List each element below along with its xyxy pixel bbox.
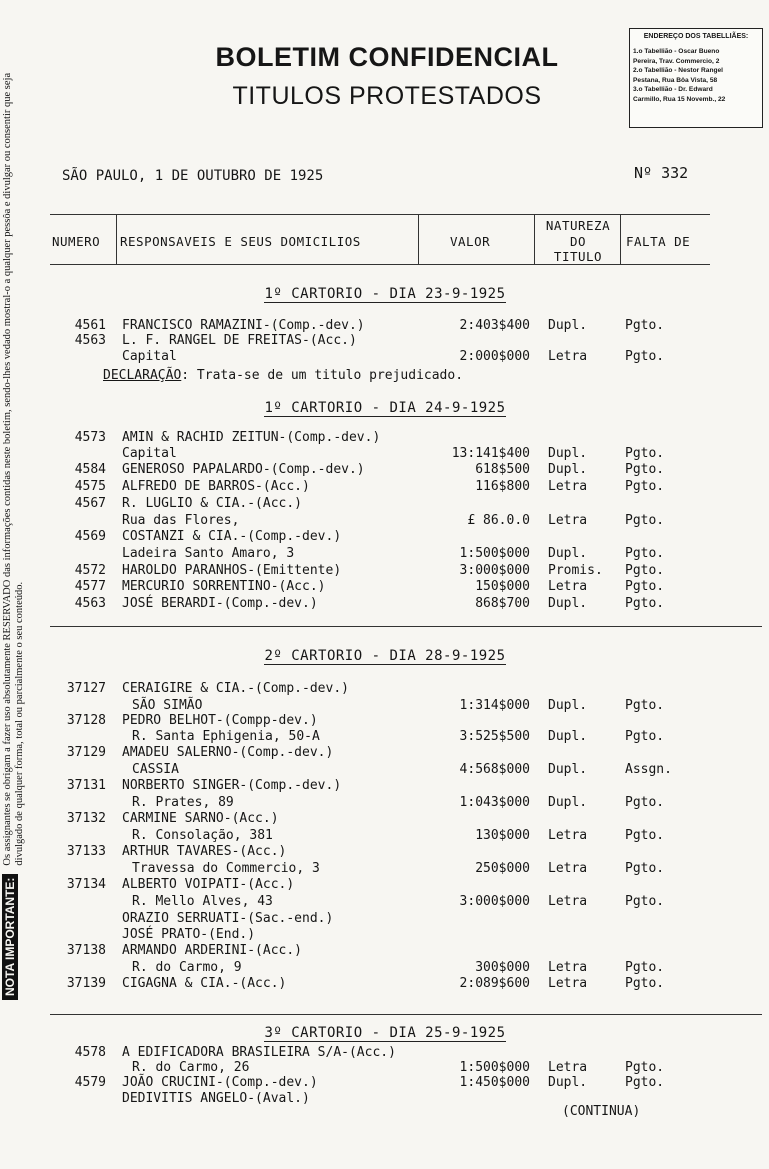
entry-responsible: R. Prates, 89 <box>132 795 234 810</box>
entry-value: 150$000 <box>475 579 530 594</box>
col-header-valor: VALOR <box>450 234 491 249</box>
table-row <box>0 844 769 862</box>
section-title: 2º CARTORIO - DIA 28-9-1925 <box>264 648 506 664</box>
address-line: Pereira, Trav. Commercio, 2 <box>633 57 720 65</box>
table-row <box>0 894 769 912</box>
declaration-text: : Trata-se de um titulo prejudicado. <box>181 368 464 383</box>
entry-value: 1:314$000 <box>459 698 530 713</box>
entry-responsible: CERAIGIRE & CIA.-(Comp.-dev.) <box>122 681 349 696</box>
entry-nature: Dupl. <box>548 1075 588 1090</box>
table-row <box>0 1091 769 1109</box>
entry-responsible: ALFREDO DE BARROS-(Acc.) <box>122 479 310 494</box>
entry-value: 2:089$600 <box>459 976 530 991</box>
col-header-falta: FALTA DE <box>626 234 691 249</box>
entry-nature: Letra <box>548 894 588 909</box>
entry-reason: Pgto. <box>625 1060 665 1075</box>
column-divider <box>620 214 621 264</box>
entry-number: 37127 <box>66 681 106 696</box>
entry-value: 1:500$000 <box>459 546 530 561</box>
col-header-natureza-1: NATUREZA <box>545 218 611 233</box>
column-divider <box>534 214 535 264</box>
address-line: 3.o Tabellião - Dr. Edward <box>633 86 713 93</box>
table-row <box>0 811 769 829</box>
entry-responsible: CIGAGNA & CIA.-(Acc.) <box>122 976 287 991</box>
col-header-responsaveis: RESPONSAVEIS E SEUS DOMICILIOS <box>120 234 361 249</box>
entry-number: 4561 <box>74 318 106 333</box>
header-top-rule <box>50 214 710 215</box>
entry-value: 3:525$500 <box>459 729 530 744</box>
entry-reason: Pgto. <box>625 596 665 611</box>
header-bottom-rule <box>50 264 710 265</box>
entry-value: 1:500$000 <box>459 1060 530 1075</box>
entry-nature: Letra <box>548 479 588 494</box>
entry-responsible: DEDIVITIS ANGELO-(Aval.) <box>122 1091 310 1106</box>
table-row <box>0 681 769 699</box>
entry-responsible: R. do Carmo, 26 <box>132 1060 250 1075</box>
entry-value: £ 86.0.0 <box>467 513 530 528</box>
entry-number: 37129 <box>66 745 106 760</box>
entry-responsible: JOÃO CRUCINI-(Comp.-dev.) <box>122 1075 318 1090</box>
entry-responsible: R. Mello Alves, 43 <box>132 894 273 909</box>
entry-responsible: NORBERTO SINGER-(Comp.-dev.) <box>122 778 342 793</box>
entry-responsible: SÃO SIMÃO <box>132 698 203 713</box>
entry-number: 4577 <box>74 579 106 594</box>
section-separator <box>50 1014 762 1015</box>
entry-nature: Promis. <box>548 563 603 578</box>
bulletin-subtitle: TITULOS PROTESTADOS <box>232 82 542 110</box>
entry-number: 37138 <box>66 943 106 958</box>
entry-nature: Dupl. <box>548 462 588 477</box>
col-header-natureza-2: DO <box>569 234 587 249</box>
section-title: 1º CARTORIO - DIA 23-9-1925 <box>264 286 506 302</box>
section-heading <box>240 286 530 302</box>
col-header-numero: NUMERO <box>52 234 101 249</box>
entry-nature: Dupl. <box>548 446 588 461</box>
entry-nature: Letra <box>548 513 588 528</box>
entry-value: 2:000$000 <box>459 349 530 364</box>
table-row <box>0 529 769 547</box>
entry-reason: Assgn. <box>625 762 672 777</box>
entry-reason: Pgto. <box>625 462 665 477</box>
entry-responsible: R. do Carmo, 9 <box>132 960 242 975</box>
entry-reason: Pgto. <box>625 479 665 494</box>
section-title: 1º CARTORIO - DIA 24-9-1925 <box>264 400 506 416</box>
table-row <box>0 462 769 480</box>
entry-reason: Pgto. <box>625 546 665 561</box>
entry-value: 618$500 <box>475 462 530 477</box>
entry-responsible: AMIN & RACHID ZEITUN-(Comp.-dev.) <box>122 430 381 445</box>
entry-responsible: Ladeira Santo Amaro, 3 <box>122 546 295 561</box>
entry-nature: Dupl. <box>548 795 588 810</box>
entry-nature: Letra <box>548 960 588 975</box>
entry-responsible: AMADEU SALERNO-(Comp.-dev.) <box>122 745 334 760</box>
section-heading <box>240 648 530 664</box>
entry-number: 4563 <box>74 596 106 611</box>
entry-value: 3:000$000 <box>459 894 530 909</box>
entry-value: 1:043$000 <box>459 795 530 810</box>
entry-responsible: GENEROSO PAPALARDO-(Comp.-dev.) <box>122 462 365 477</box>
entry-number: 4578 <box>74 1045 106 1060</box>
entry-responsible: R. Santa Ephigenia, 50-A <box>132 729 320 744</box>
table-row <box>0 546 769 564</box>
entry-number: 37131 <box>66 778 106 793</box>
table-row <box>0 349 769 367</box>
table-row <box>0 745 769 763</box>
entry-responsible: A EDIFICADORA BRASILEIRA S/A-(Acc.) <box>122 1045 396 1060</box>
entry-value: 250$000 <box>475 861 530 876</box>
entry-reason: Pgto. <box>625 729 665 744</box>
entry-number: 4584 <box>74 462 106 477</box>
entry-number: 37134 <box>66 877 106 892</box>
table-row <box>0 596 769 614</box>
entry-reason: Pgto. <box>625 960 665 975</box>
entry-value: 2:403$400 <box>459 318 530 333</box>
address-line: Pestana, Rua Bôa Vista, 58 <box>633 76 718 84</box>
entry-responsible: R. LUGLIO & CIA.-(Acc.) <box>122 496 303 511</box>
entry-nature: Dupl. <box>548 729 588 744</box>
table-row <box>0 579 769 597</box>
entry-reason: Pgto. <box>625 698 665 713</box>
entry-nature: Dupl. <box>548 698 588 713</box>
address-line: 1.o Tabellião - Oscar Bueno <box>633 48 720 55</box>
entry-responsible: Capital <box>122 446 177 461</box>
bulletin-title: BOLETIM CONFIDENCIAL <box>215 42 559 72</box>
entry-number: 4575 <box>74 479 106 494</box>
entry-responsible: R. Consolação, 381 <box>132 828 273 843</box>
entry-number: 4563 <box>74 333 106 348</box>
entry-number: 37133 <box>66 844 106 859</box>
notary-address-box <box>629 28 763 128</box>
entry-reason: Pgto. <box>625 1075 665 1090</box>
entry-nature: Letra <box>548 976 588 991</box>
entry-reason: Pgto. <box>625 795 665 810</box>
entry-responsible: MERCURIO SORRENTINO-(Acc.) <box>122 579 326 594</box>
entry-number: 37128 <box>66 713 106 728</box>
table-row <box>0 943 769 961</box>
entry-responsible: ORAZIO SERRUATI-(Sac.-end.) <box>122 911 334 926</box>
table-row <box>0 479 769 497</box>
table-row <box>0 778 769 796</box>
col-header-natureza-3: TITULO <box>553 249 603 264</box>
dateline: SÃO PAULO, 1 DE OUTUBRO DE 1925 <box>62 168 324 184</box>
entry-reason: Pgto. <box>625 349 665 364</box>
entry-reason: Pgto. <box>625 446 665 461</box>
entry-nature: Letra <box>548 579 588 594</box>
entry-value: 13:141$400 <box>451 446 530 461</box>
address-line: 2.o Tabellião - Nestor Rangel <box>633 67 724 74</box>
entry-number: 37139 <box>66 976 106 991</box>
entry-number: 4573 <box>74 430 106 445</box>
entry-responsible: Capital <box>122 349 177 364</box>
entry-reason: Pgto. <box>625 563 665 578</box>
entry-nature: Dupl. <box>548 596 588 611</box>
important-note-text: Os assignantes se obrigam a fazer uso absolutamente RESERVADO das informações contidas neste boletim, sendo-lhes vedado mostral-o a qualquer pessôa e divulgar ou consentir que seja divulgado de qualquer forma, total ou parcialmente o seu conteúdo. <box>2 72 25 866</box>
entry-value: 868$700 <box>475 596 530 611</box>
section-separator <box>50 626 762 627</box>
table-row <box>0 496 769 514</box>
entry-nature: Dupl. <box>548 318 588 333</box>
section-heading <box>240 400 530 416</box>
entry-responsible: HAROLDO PARANHOS-(Emittente) <box>122 563 342 578</box>
table-row <box>0 877 769 895</box>
entry-reason: Pgto. <box>625 894 665 909</box>
entry-nature: Dupl. <box>548 546 588 561</box>
entry-responsible: JOSÉ BERARDI-(Comp.-dev.) <box>122 596 318 611</box>
entry-nature: Letra <box>548 349 588 364</box>
entry-number: 37132 <box>66 811 106 826</box>
entry-responsible: CASSIA <box>132 762 179 777</box>
entry-reason: Pgto. <box>625 861 665 876</box>
entry-reason: Pgto. <box>625 318 665 333</box>
entry-value: 4:568$000 <box>459 762 530 777</box>
entry-nature: Letra <box>548 861 588 876</box>
entry-reason: Pgto. <box>625 579 665 594</box>
entry-number: 4572 <box>74 563 106 578</box>
entry-value: 1:450$000 <box>459 1075 530 1090</box>
entry-responsible: JOSÉ PRATO-(End.) <box>122 927 256 942</box>
entry-number: 4567 <box>74 496 106 511</box>
entry-value: 300$000 <box>475 960 530 975</box>
entry-responsible: ARTHUR TAVARES-(Acc.) <box>122 844 287 859</box>
section-heading <box>240 1025 530 1041</box>
entry-responsible: FRANCISCO RAMAZINI-(Comp.-dev.) <box>122 318 365 333</box>
address-line: Carmillo, Rua 15 Novemb., 22 <box>633 95 726 103</box>
entry-nature: Letra <box>548 1060 588 1075</box>
entry-responsible: Travessa do Commercio, 3 <box>132 861 320 876</box>
entry-number: 4579 <box>74 1075 106 1090</box>
entry-value: 116$800 <box>475 479 530 494</box>
column-divider <box>116 214 117 264</box>
entry-responsible: PEDRO BELHOT-(Compp-dev.) <box>122 713 318 728</box>
entry-responsible: L. F. RANGEL DE FREITAS-(Acc.) <box>122 333 357 348</box>
entry-reason: Pgto. <box>625 976 665 991</box>
issue-number: Nº 332 <box>634 164 689 182</box>
column-divider <box>418 214 419 264</box>
entry-number: 4569 <box>74 529 106 544</box>
entry-nature: Letra <box>548 828 588 843</box>
important-note-label: NOTA IMPORTANTE: <box>2 874 18 1000</box>
section-title: 3º CARTORIO - DIA 25-9-1925 <box>264 1025 506 1041</box>
entry-nature: Dupl. <box>548 762 588 777</box>
address-box-heading: ENDEREÇO DOS TABELLIÃES: <box>643 33 749 40</box>
entry-value: 130$000 <box>475 828 530 843</box>
table-row <box>0 976 769 994</box>
entry-reason: Pgto. <box>625 513 665 528</box>
entry-responsible: Rua das Flores, <box>122 513 240 528</box>
declaration <box>103 368 463 383</box>
entry-responsible: ARMANDO ARDERINI-(Acc.) <box>122 943 303 958</box>
declaration-label: DECLARAÇÃO <box>103 368 182 383</box>
continued-note: (CONTINUA) <box>562 1104 641 1119</box>
entry-responsible: ALBERTO VOIPATI-(Acc.) <box>122 877 295 892</box>
entry-responsible: CARMINE SARNO-(Acc.) <box>122 811 279 826</box>
entry-reason: Pgto. <box>625 828 665 843</box>
entry-value: 3:000$000 <box>459 563 530 578</box>
entry-responsible: COSTANZI & CIA.-(Comp.-dev.) <box>122 529 342 544</box>
